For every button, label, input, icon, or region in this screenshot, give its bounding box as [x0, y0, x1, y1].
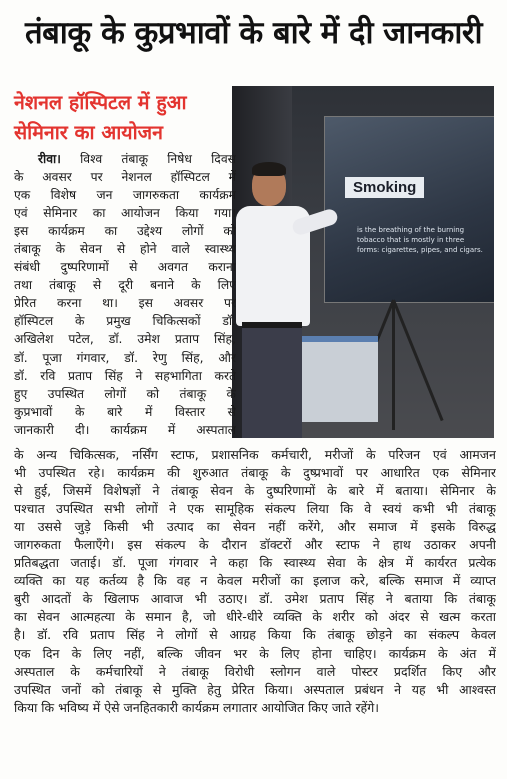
article-body-line: है। डॉ. रवि प्रताप सिंह ने लोगों से आग्रह किया कि तंबाकू छोड़ने का संकल्प केवल	[14, 627, 496, 643]
article-body-line: जागरुकता फैलाएँगे। इस संकल्प के दौरान डॉक्टरों और स्टाफ ने हाथ उठाकर अपनी	[14, 537, 496, 553]
article-column	[14, 150, 236, 439]
article-column-line: जानकारी दी। कार्यक्रम में अस्पताल	[14, 422, 236, 437]
article-column-line: प्रेरित करना था। इस अवसर पर	[14, 296, 236, 311]
seminar-photo	[232, 86, 494, 438]
article-body-line: का सेवन आत्महत्या के समान है, जो धीरे-धीरे व्यक्ति के शरीर को अंदर से खत्म करता	[14, 609, 496, 625]
slide-title: Smoking	[345, 177, 424, 198]
article-body	[14, 446, 496, 717]
speaker-belt	[242, 322, 302, 328]
speaker-legs	[242, 322, 302, 438]
speaker-hair	[252, 162, 286, 176]
article-column-line: तथा तंबाकू से दूरी बनाने के लिए	[14, 278, 236, 293]
article-body-line: या उससे जुड़े किसी भी उत्पाद का सेवन नहीं करेंगे, और समाज में इसके विरुद्ध	[14, 519, 496, 535]
article-body-line: अस्पताल के कर्मचारियों ने तंबाकू विरोधी स्लोगन वाले पोस्टर प्रदर्शित किए और	[14, 663, 496, 679]
article-column-line: इस कार्यक्रम का उद्देश्य लोगों को	[14, 224, 236, 239]
article-body-line: व्यक्ति का यह कर्तव्य है कि वह न केवल मरीजों का इलाज करे, बल्कि समाज में व्याप्त	[14, 573, 496, 589]
article-body-line: पश्चात उपस्थित सभी लोगों ने एक सामूहिक संकल्प लिया कि वे स्वयं कभी भी तंबाकू	[14, 501, 496, 517]
article-body-line: के अन्य चिकित्सक, नर्सिंग स्टाफ, प्रशासनिक कर्मचारी, मरीजों के परिजन एवं आमजन	[14, 447, 496, 462]
subheadline-line-2: सेमिनार का आयोजन	[14, 121, 163, 144]
article-column-line: के अवसर पर नेशनल हॉस्पिटल में	[14, 170, 236, 185]
article-column-line: अखिलेश पटेल, डॉ. उमेश प्रताप सिंह,	[14, 332, 236, 347]
article-column-line: डॉ. रवि प्रताप सिंह ने सहभागिता करते	[14, 368, 236, 383]
article-body-line: किया कि भविष्य में ऐसे जनहितकारी कार्यक्रम लगातार आयोजित किए जाते रहेंगे।	[14, 699, 379, 715]
dateline-rest: विश्व तंबाकू निषेध दिवस	[60, 152, 236, 166]
article-body-line: एक दिन के लिए नहीं, बल्कि जीवन भर के लिए होना चाहिए। कार्यक्रम के अंत में	[14, 645, 496, 661]
article-body-line: बुरी आदतों के खिलाफ आवाज भी उठाए। डॉ. उमेश प्रताप सिंह ने बताया कि तंबाकू	[14, 591, 496, 607]
projector-screen	[324, 116, 494, 303]
article-body-line: उपस्थित जनों को तंबाकू से मुक्ति हेतु प्रेरित किया। अस्पताल प्रबंधन ने यह भी आश्वस्त	[14, 681, 496, 697]
article-column-line: हॉस्पिटल के प्रमुख चिकित्सकों डॉ.	[14, 314, 236, 329]
article-body-line: भी उपस्थित रहे। कार्यक्रम की शुरुआत तंबाकू के दुष्प्रभावों पर आधारित एक सेमिनार	[14, 465, 496, 481]
article-column-line: तंबाकू के सेवन से होने वाले स्वास्थ्य	[14, 242, 236, 257]
article-column-line: कुप्रभावों के बारे में विस्तार से	[14, 404, 236, 419]
slide-text: is the breathing of the burning tobacco that is mostly in three forms: cigarettes, pipes, and cigars.	[357, 226, 483, 254]
article-column-line: संबंधी दुष्परिणामों से अवगत कराना	[14, 260, 236, 275]
subheadline-line-1: नेशनल हॉस्पिटल में हुआ	[14, 91, 187, 114]
dateline: रीवा।	[38, 152, 61, 166]
article-body-line: से हुई, जिसमें विशेषज्ञों ने तंबाकू सेवन के दुष्परिणामों के बारे में बताया। सेमिनार के	[14, 483, 496, 499]
tripod-stand	[392, 300, 395, 430]
article-column-line	[14, 150, 236, 168]
headline: तंबाकू के कुप्रभावों के बारे में दी जानकारी	[24, 15, 483, 51]
article-column-line: हुए उपस्थित लोगों को तंबाकू के	[14, 386, 236, 401]
article-column-line: डॉ. पूजा गंगवार, डॉ. रेणु सिंह, और	[14, 350, 236, 365]
article-column-line: एक विशेष जन जागरुकता कार्यक्रम	[14, 188, 236, 203]
article-column-line: एवं सेमिनार का आयोजन किया गया।	[14, 206, 236, 221]
subheadline	[14, 88, 224, 148]
article-body-line: प्रतिबद्धता जताई। डॉ. पूजा गंगवार ने कहा कि स्वास्थ्य सेवा के क्षेत्र में कार्यरत प्रत्येक	[14, 555, 496, 571]
